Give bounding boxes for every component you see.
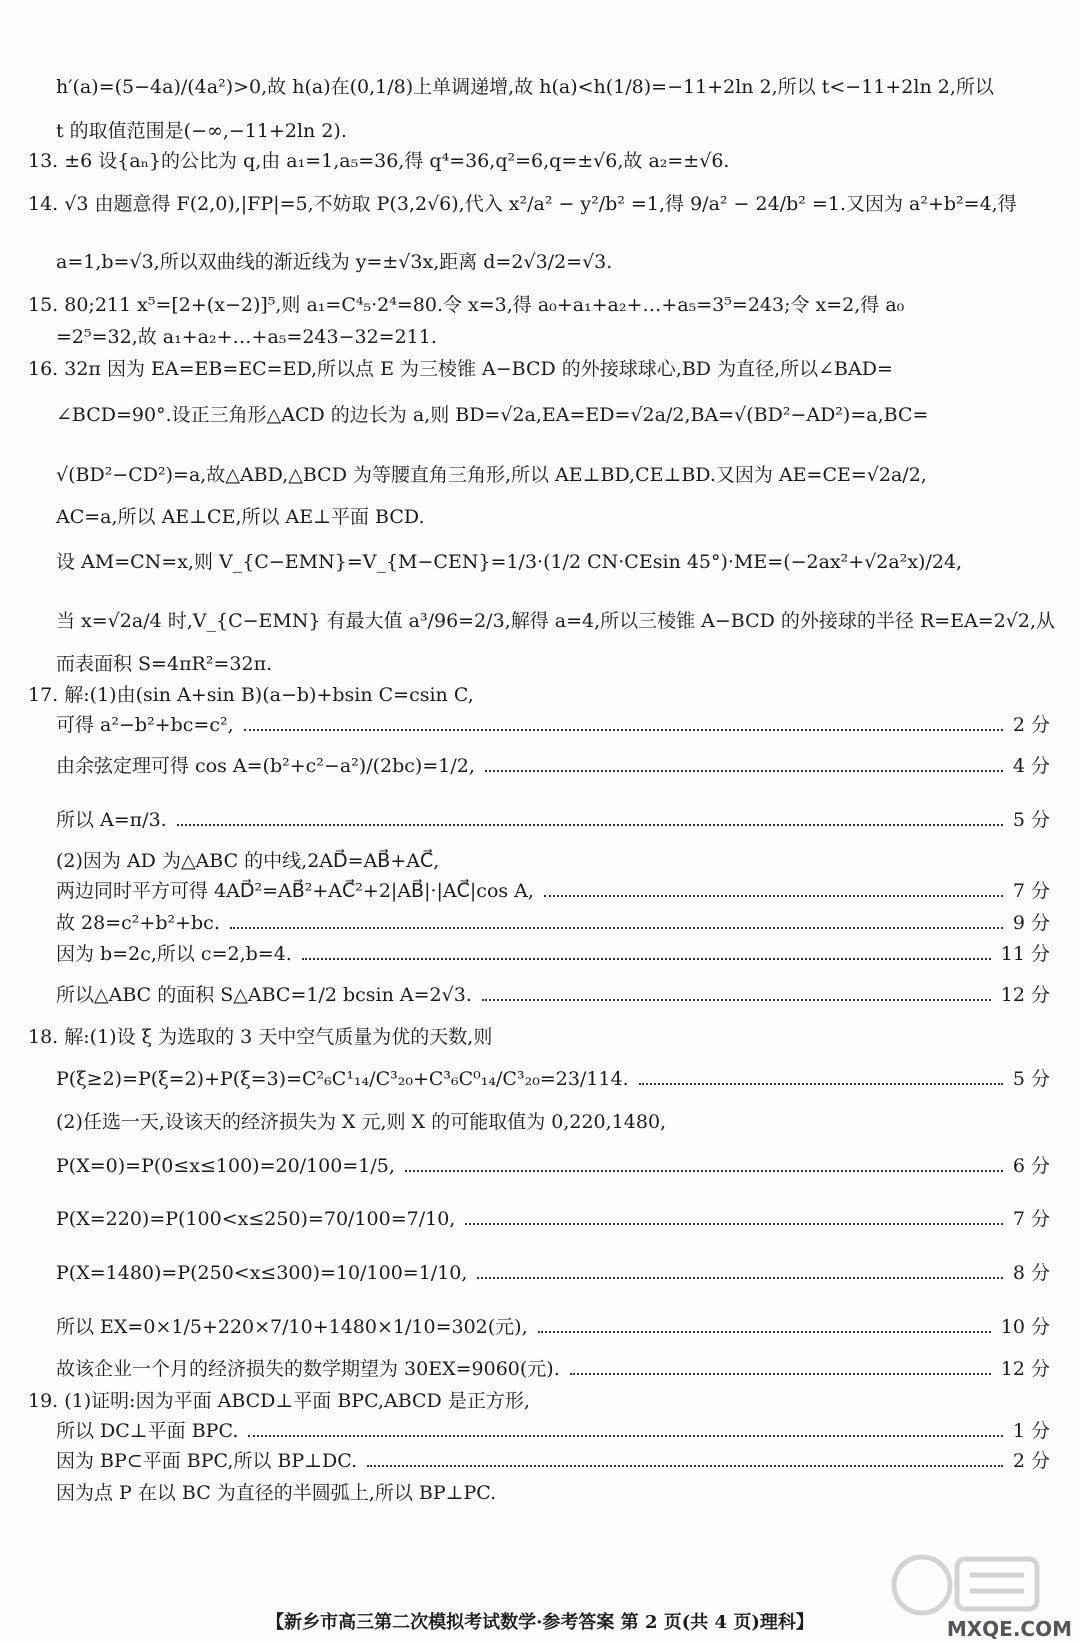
scored-step xyxy=(56,716,1050,735)
text-line: (2)因为 AD 为△ABC 的中线,2AD⃗=AB⃗+AC⃗, xyxy=(56,850,440,872)
step-text: 所以 DC⊥平面 BPC. xyxy=(56,1420,239,1442)
step-points: 11 分 xyxy=(1000,943,1050,965)
dot-leader xyxy=(477,1277,1002,1279)
text-line: h′(a)=(5−4a)/(4a²)>0,故 h(a)在(0,1/8)上单调递增,故 h(a)<h(1/8)=−11+2ln 2,所以 t<−11+2ln 2,所以 xyxy=(56,76,994,98)
answer-14: 14. √3 由题意得 F(2,0),|FP|=5,不妨取 P(3,2√6),代入 x²/a² − y²/b² =1,得 9/a² − 24/b² =1.又因为 a²+b²=4,得 xyxy=(28,193,1017,215)
dot-leader xyxy=(302,958,991,960)
step-points: 9 分 xyxy=(1012,912,1050,934)
step-text: 两边同时平方可得 4AD⃗²=AB⃗²+AC⃗²+2|AB⃗|·|AC⃗|cos A, xyxy=(56,880,534,902)
step-text: P(X=220)=P(100<x≤250)=70/100=7/10, xyxy=(56,1208,456,1230)
dot-leader xyxy=(405,1170,1003,1172)
scored-step xyxy=(56,945,1050,964)
step-text: P(X=1480)=P(250<x≤300)=10/100=1/10, xyxy=(56,1262,468,1284)
dot-leader xyxy=(367,1465,1003,1467)
text-line: =2⁵=32,故 a₁+a₂+…+a₅=243−32=211. xyxy=(56,326,437,348)
scored-step xyxy=(56,1318,1050,1337)
watermark-text: MXQE.COM xyxy=(946,1617,1072,1641)
scored-step xyxy=(56,811,1050,830)
text-line: 设 AM=CN=x,则 V_{C−EMN}=V_{M−CEN}=1/3·(1/2 CN·CEsin 45°)·ME=(−2ax²+√2a²x)/24, xyxy=(56,551,963,573)
step-text: 由余弦定理可得 cos A=(b²+c²−a²)/(2bc)=1/2, xyxy=(56,755,475,777)
step-points: 12 分 xyxy=(1000,1358,1050,1380)
step-points: 6 分 xyxy=(1012,1155,1050,1177)
step-text: P(X=0)=P(0≤x≤100)=20/100=1/5, xyxy=(56,1155,395,1177)
text-line: √(BD²−CD²)=a,故△ABD,△BCD 为等腰直角三角形,所以 AE⊥BD,CE⊥BD.又因为 AE=CE=√2a/2, xyxy=(56,464,927,486)
dot-leader xyxy=(485,770,1003,772)
text-line: 而表面积 S=4πR²=32π. xyxy=(56,653,273,675)
scored-step xyxy=(56,1070,1050,1089)
step-points: 10 分 xyxy=(1000,1316,1050,1338)
text-line: a=1,b=√3,所以双曲线的渐近线为 y=±√3x,距离 d=2√3/2=√3. xyxy=(56,251,613,273)
dot-leader xyxy=(639,1083,1003,1085)
step-points: 2 分 xyxy=(1012,1450,1050,1472)
scored-step xyxy=(56,1422,1050,1441)
scored-step xyxy=(56,1157,1050,1176)
step-text: 故 28=c²+b²+bc. xyxy=(56,912,220,934)
scored-step xyxy=(56,1264,1050,1283)
step-points: 12 分 xyxy=(1000,984,1050,1006)
dot-leader xyxy=(482,999,991,1001)
dot-leader xyxy=(230,927,1003,929)
dot-leader xyxy=(465,1223,1003,1225)
step-points: 5 分 xyxy=(1012,1068,1050,1090)
step-points: 5 分 xyxy=(1012,809,1050,831)
text-line: ∠BCD=90°.设正三角形△ACD 的边长为 a,则 BD=√2a,EA=ED=√2a/2,BA=√(BD²−AD²)=a,BC= xyxy=(56,404,929,426)
step-text: 故该企业一个月的经济损失的数学期望为 30EX=9060(元). xyxy=(56,1358,560,1380)
step-text: 所以 EX=0×1/5+220×7/10+1480×1/10=302(元), xyxy=(56,1316,528,1338)
page-footer: 【新乡市高三第二次模拟考试数学·参考答案 第 2 页(共 4 页)理科】 xyxy=(266,1612,814,1633)
step-points: 4 分 xyxy=(1012,755,1050,777)
text-line: (2)任选一天,设该天的经济损失为 X 元,则 X 的可能取值为 0,220,1480, xyxy=(56,1111,667,1133)
scored-step xyxy=(56,757,1050,776)
scored-step xyxy=(56,986,1050,1005)
dot-leader xyxy=(248,1435,1002,1437)
answer-18: 18. 解:(1)设 ξ 为选取的 3 天中空气质量为优的天数,则 xyxy=(28,1026,493,1048)
step-text: 所以 A=π/3. xyxy=(56,809,167,831)
dot-leader xyxy=(538,1331,991,1333)
answer-15: 15. 80;211 x⁵=[2+(x−2)]⁵,则 a₁=C⁴₅·2⁴=80.令 x=3,得 a₀+a₁+a₂+…+a₅=3⁵=243;令 x=2,得 a₀ xyxy=(28,294,905,316)
scored-step xyxy=(56,914,1050,933)
scored-step xyxy=(56,882,1050,901)
step-text: 因为 b=2c,所以 c=2,b=4. xyxy=(56,943,292,965)
dot-leader xyxy=(570,1373,991,1375)
step-points: 7 分 xyxy=(1012,880,1050,902)
text-line: AC=a,所以 AE⊥CE,所以 AE⊥平面 BCD. xyxy=(56,506,425,528)
dot-leader xyxy=(544,895,1003,897)
text-line: t 的取值范围是(−∞,−11+2ln 2). xyxy=(56,120,347,142)
dot-leader xyxy=(177,824,1003,826)
scored-step xyxy=(56,1452,1050,1471)
scored-step xyxy=(56,1360,1050,1379)
answer-16: 16. 32π 因为 EA=EB=EC=ED,所以点 E 为三棱锥 A−BCD 的外接球球心,BD 为直径,所以∠BAD= xyxy=(28,358,893,380)
step-points: 1 分 xyxy=(1012,1420,1050,1442)
step-text: 可得 a²−b²+bc=c², xyxy=(56,714,234,736)
answer-17: 17. 解:(1)由(sin A+sin B)(a−b)+bsin C=csin C, xyxy=(28,684,474,706)
scored-step xyxy=(56,1210,1050,1229)
answer-19: 19. (1)证明:因为平面 ABCD⊥平面 BPC,ABCD 是正方形, xyxy=(28,1390,530,1412)
text-line: 当 x=√2a/4 时,V_{C−EMN} 有最大值 a³/96=2/3,解得 a=4,所以三棱锥 A−BCD 的外接球的半径 R=EA=2√2,从 xyxy=(56,610,1056,632)
step-text: P(ξ≥2)=P(ξ=2)+P(ξ=3)=C²₆C¹₁₄/C³₂₀+C³₆C⁰₁₄/C³₂₀=23/114. xyxy=(56,1068,629,1090)
step-text: 因为 BP⊂平面 BPC,所以 BP⊥DC. xyxy=(56,1450,358,1472)
step-points: 2 分 xyxy=(1012,714,1050,736)
dot-leader xyxy=(244,729,1003,731)
step-text: 所以△ABC 的面积 S△ABC=1/2 bcsin A=2√3. xyxy=(56,984,472,1006)
text-line: 因为点 P 在以 BC 为直径的半圆弧上,所以 BP⊥PC. xyxy=(56,1482,497,1504)
step-points: 7 分 xyxy=(1012,1208,1050,1230)
step-points: 8 分 xyxy=(1012,1262,1050,1284)
answer-13: 13. ±6 设{aₙ}的公比为 q,由 a₁=1,a₅=36,得 q⁴=36,q²=6,q=±√6,故 a₂=±√6. xyxy=(28,150,730,172)
